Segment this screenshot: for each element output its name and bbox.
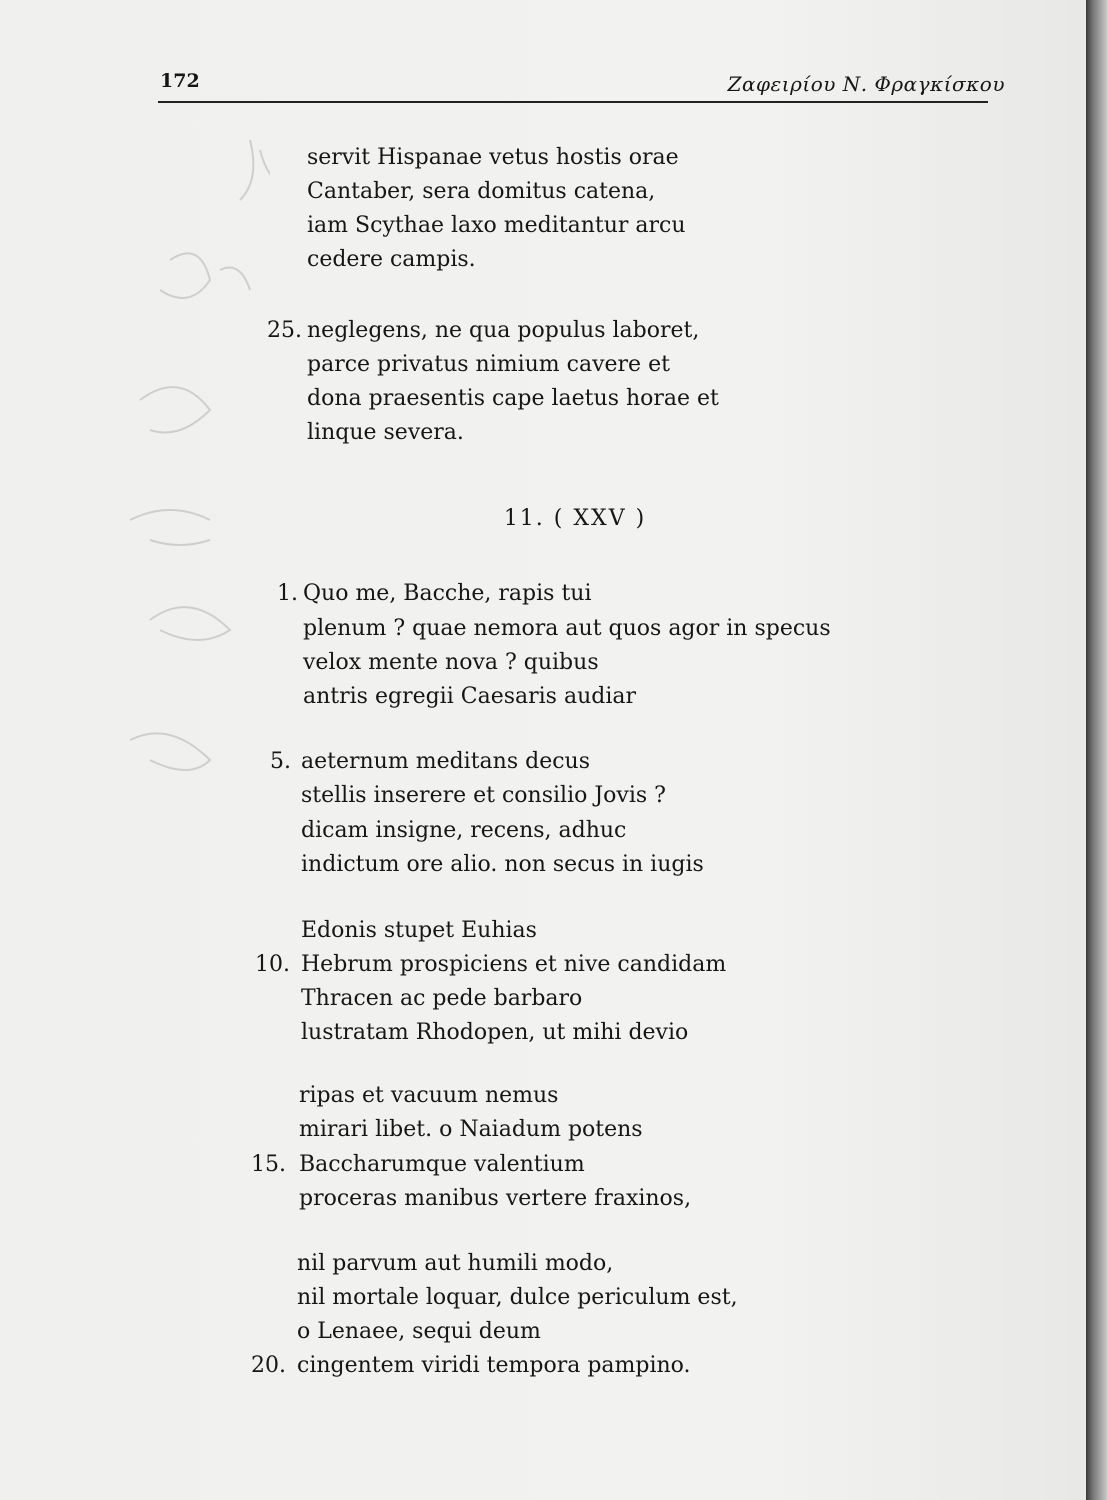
verse-line: nil mortale loquar, dulce periculum est,	[297, 1285, 738, 1310]
page-number: 172	[160, 70, 200, 92]
pencil-marginalia	[110, 120, 270, 880]
verse-line: Edonis stupet Euhias	[301, 918, 537, 943]
line-number: 20.	[251, 1353, 286, 1378]
verse-line: iam Scythae laxo meditantur arcu	[307, 213, 686, 238]
verse-line: lustratam Rhodopen, ut mihi devio	[301, 1020, 689, 1045]
verse-line: Baccharumque valentium	[299, 1152, 585, 1177]
verse-line: parce privatus nimium cavere et	[307, 352, 670, 377]
line-number: 10.	[255, 952, 290, 977]
line-number: 5.	[270, 749, 291, 774]
verse-line: servit Hispanae vetus hostis orae	[307, 145, 679, 170]
running-head: Ζαφειρίου Ν. Φραγκίσκου	[727, 72, 1005, 96]
verse-line: Thracen ac pede barbaro	[301, 986, 583, 1011]
verse-line: Cantaber, sera domitus catena,	[307, 179, 656, 204]
verse-line: mirari libet. o Naiadum potens	[299, 1117, 643, 1142]
verse-line: proceras manibus vertere fraxinos,	[299, 1186, 692, 1211]
verse-line: cingentem viridi tempora pampino.	[297, 1353, 691, 1378]
verse-line: neglegens, ne qua populus laboret,	[307, 318, 700, 343]
line-number: 25.	[267, 318, 302, 343]
verse-line: linque severa.	[307, 420, 464, 445]
line-number: 15.	[251, 1152, 286, 1177]
verse-line: velox mente nova ? quibus	[303, 650, 599, 675]
verse-line: ripas et vacuum nemus	[299, 1083, 559, 1108]
header-rule	[158, 101, 988, 103]
verse-line: aeternum meditans decus	[301, 749, 590, 774]
verse-line: indictum ore alio. non secus in iugis	[301, 852, 704, 877]
verse-line: plenum ? quae nemora aut quos agor in specus	[303, 616, 831, 641]
verse-line: dicam insigne, recens, adhuc	[301, 818, 627, 843]
verse-line: nil parvum aut humili modo,	[297, 1251, 614, 1276]
verse-line: Quo me, Bacche, rapis tui	[303, 581, 592, 606]
line-number: 1.	[277, 581, 298, 606]
verse-line: o Lenaee, sequi deum	[297, 1319, 541, 1344]
verse-line: stellis inserere et consilio Jovis ?	[301, 783, 666, 808]
verse-line: cedere campis.	[307, 247, 476, 272]
page-edge-shadow	[1086, 0, 1107, 1500]
verse-line: dona praesentis cape laetus horae et	[307, 386, 719, 411]
verse-line: Hebrum prospiciens et nive candidam	[301, 952, 727, 977]
poem-heading: 11. ( XXV )	[503, 506, 647, 531]
verse-line: antris egregii Caesaris audiar	[303, 684, 636, 709]
